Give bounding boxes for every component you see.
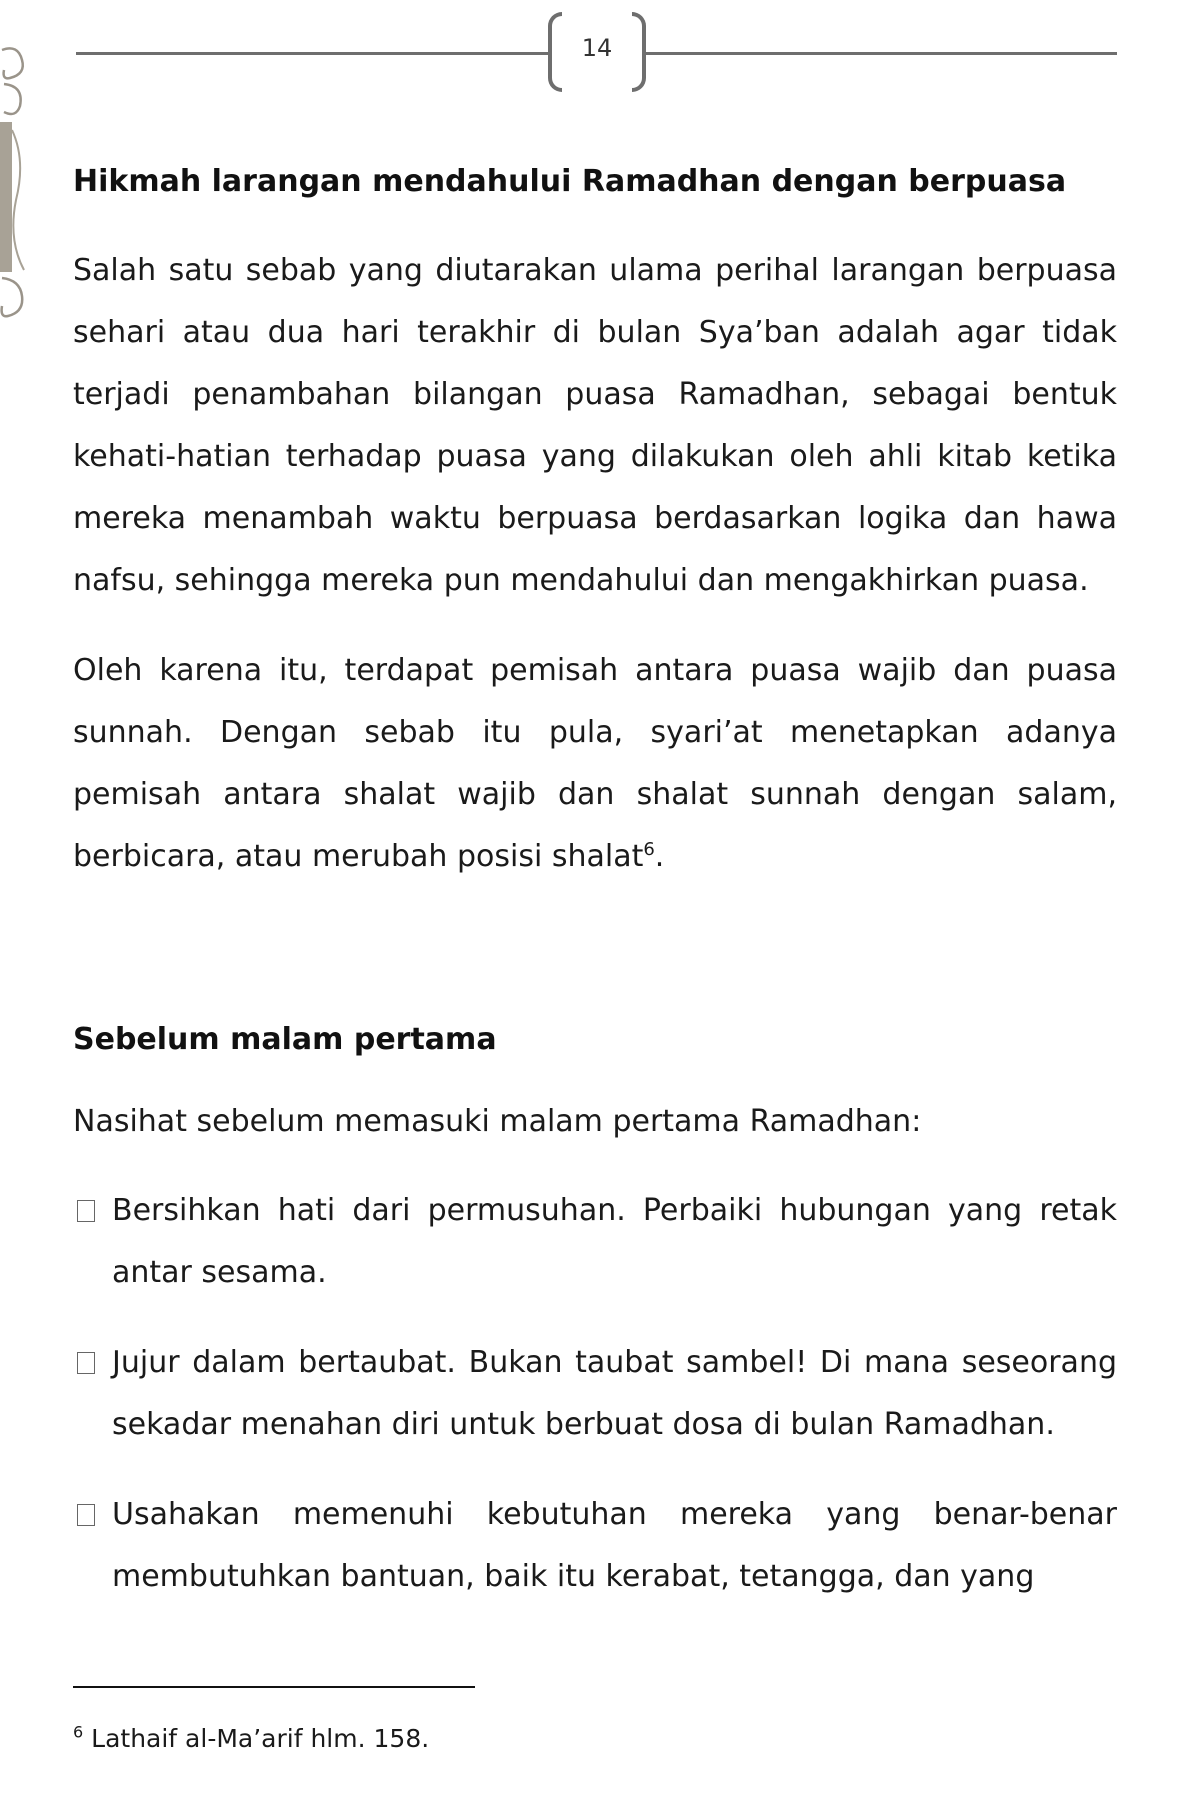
paragraph-hikmah-2: [73, 640, 1117, 888]
header-rule-right: [646, 52, 1117, 55]
page-header: [76, 8, 1117, 98]
footnote-divider: [73, 1686, 475, 1688]
list-item-text: Bersihkan hati dari permusuhan. Perbaiki hubungan yang retak antar sesama.: [112, 1193, 1117, 1290]
header-rule-left: [76, 52, 548, 55]
page-number: 14: [581, 34, 613, 62]
paragraph-nasihat-intro: Nasihat sebelum memasuki malam pertama Ramadhan:: [73, 1104, 922, 1139]
decorative-ornament: [0, 40, 34, 320]
paragraph-hikmah-2-end: .: [654, 839, 665, 874]
checkbox-bullet-icon: [77, 1352, 95, 1374]
list-item-text: Usahakan memenuhi kebutuhan mereka yang benar-benar membutuhkan bantuan, baik itu kerabat, tetangga, dan yang: [112, 1497, 1117, 1594]
footnote-number: 6: [73, 1722, 84, 1742]
section-heading-hikmah: Hikmah larangan mendahului Ramadhan dengan berpuasa: [73, 164, 1067, 199]
footnote-text: Lathaif al-Ma’arif hlm. 158.: [91, 1724, 430, 1753]
checkbox-bullet-icon: [77, 1504, 95, 1526]
checkbox-bullet-icon: [77, 1200, 95, 1222]
footnote: [73, 1722, 429, 1756]
paragraph-hikmah-2-text: Oleh karena itu, terdapat pemisah antara puasa wajib dan puasa sunnah. Dengan sebab itu pula, syari’at menetapkan adanya pemisah antara shalat wajib dan shalat sunnah dengan salam, berbicara, atau merubah posisi shalat: [73, 653, 1117, 874]
page-number-bracket-right: [632, 12, 646, 92]
paragraph-hikmah-1: Salah satu sebab yang diutarakan ulama perihal larangan berpuasa sehari atau dua hari terakhir di bulan Sya’ban adalah agar tidak terjadi penambahan bilangan puasa Ramadhan, sebagai bentuk kehati-hatian terhadap puasa yang dilakukan oleh ahli kitab ketika mereka menambah waktu berpuasa berdasarkan logika dan hawa nafsu, sehingga mereka pun mendahului dan mengakhirkan puasa.: [73, 253, 1117, 598]
section-heading-sebelum-malam: Sebelum malam pertama: [73, 1022, 497, 1057]
page-number-bracket-left: [548, 12, 562, 92]
footnote-reference: 6: [643, 839, 655, 860]
list-item-text: Jujur dalam bertaubat. Bukan taubat sambel! Di mana seseorang sekadar menahan diri untuk berbuat dosa di bulan Ramadhan.: [112, 1345, 1117, 1442]
